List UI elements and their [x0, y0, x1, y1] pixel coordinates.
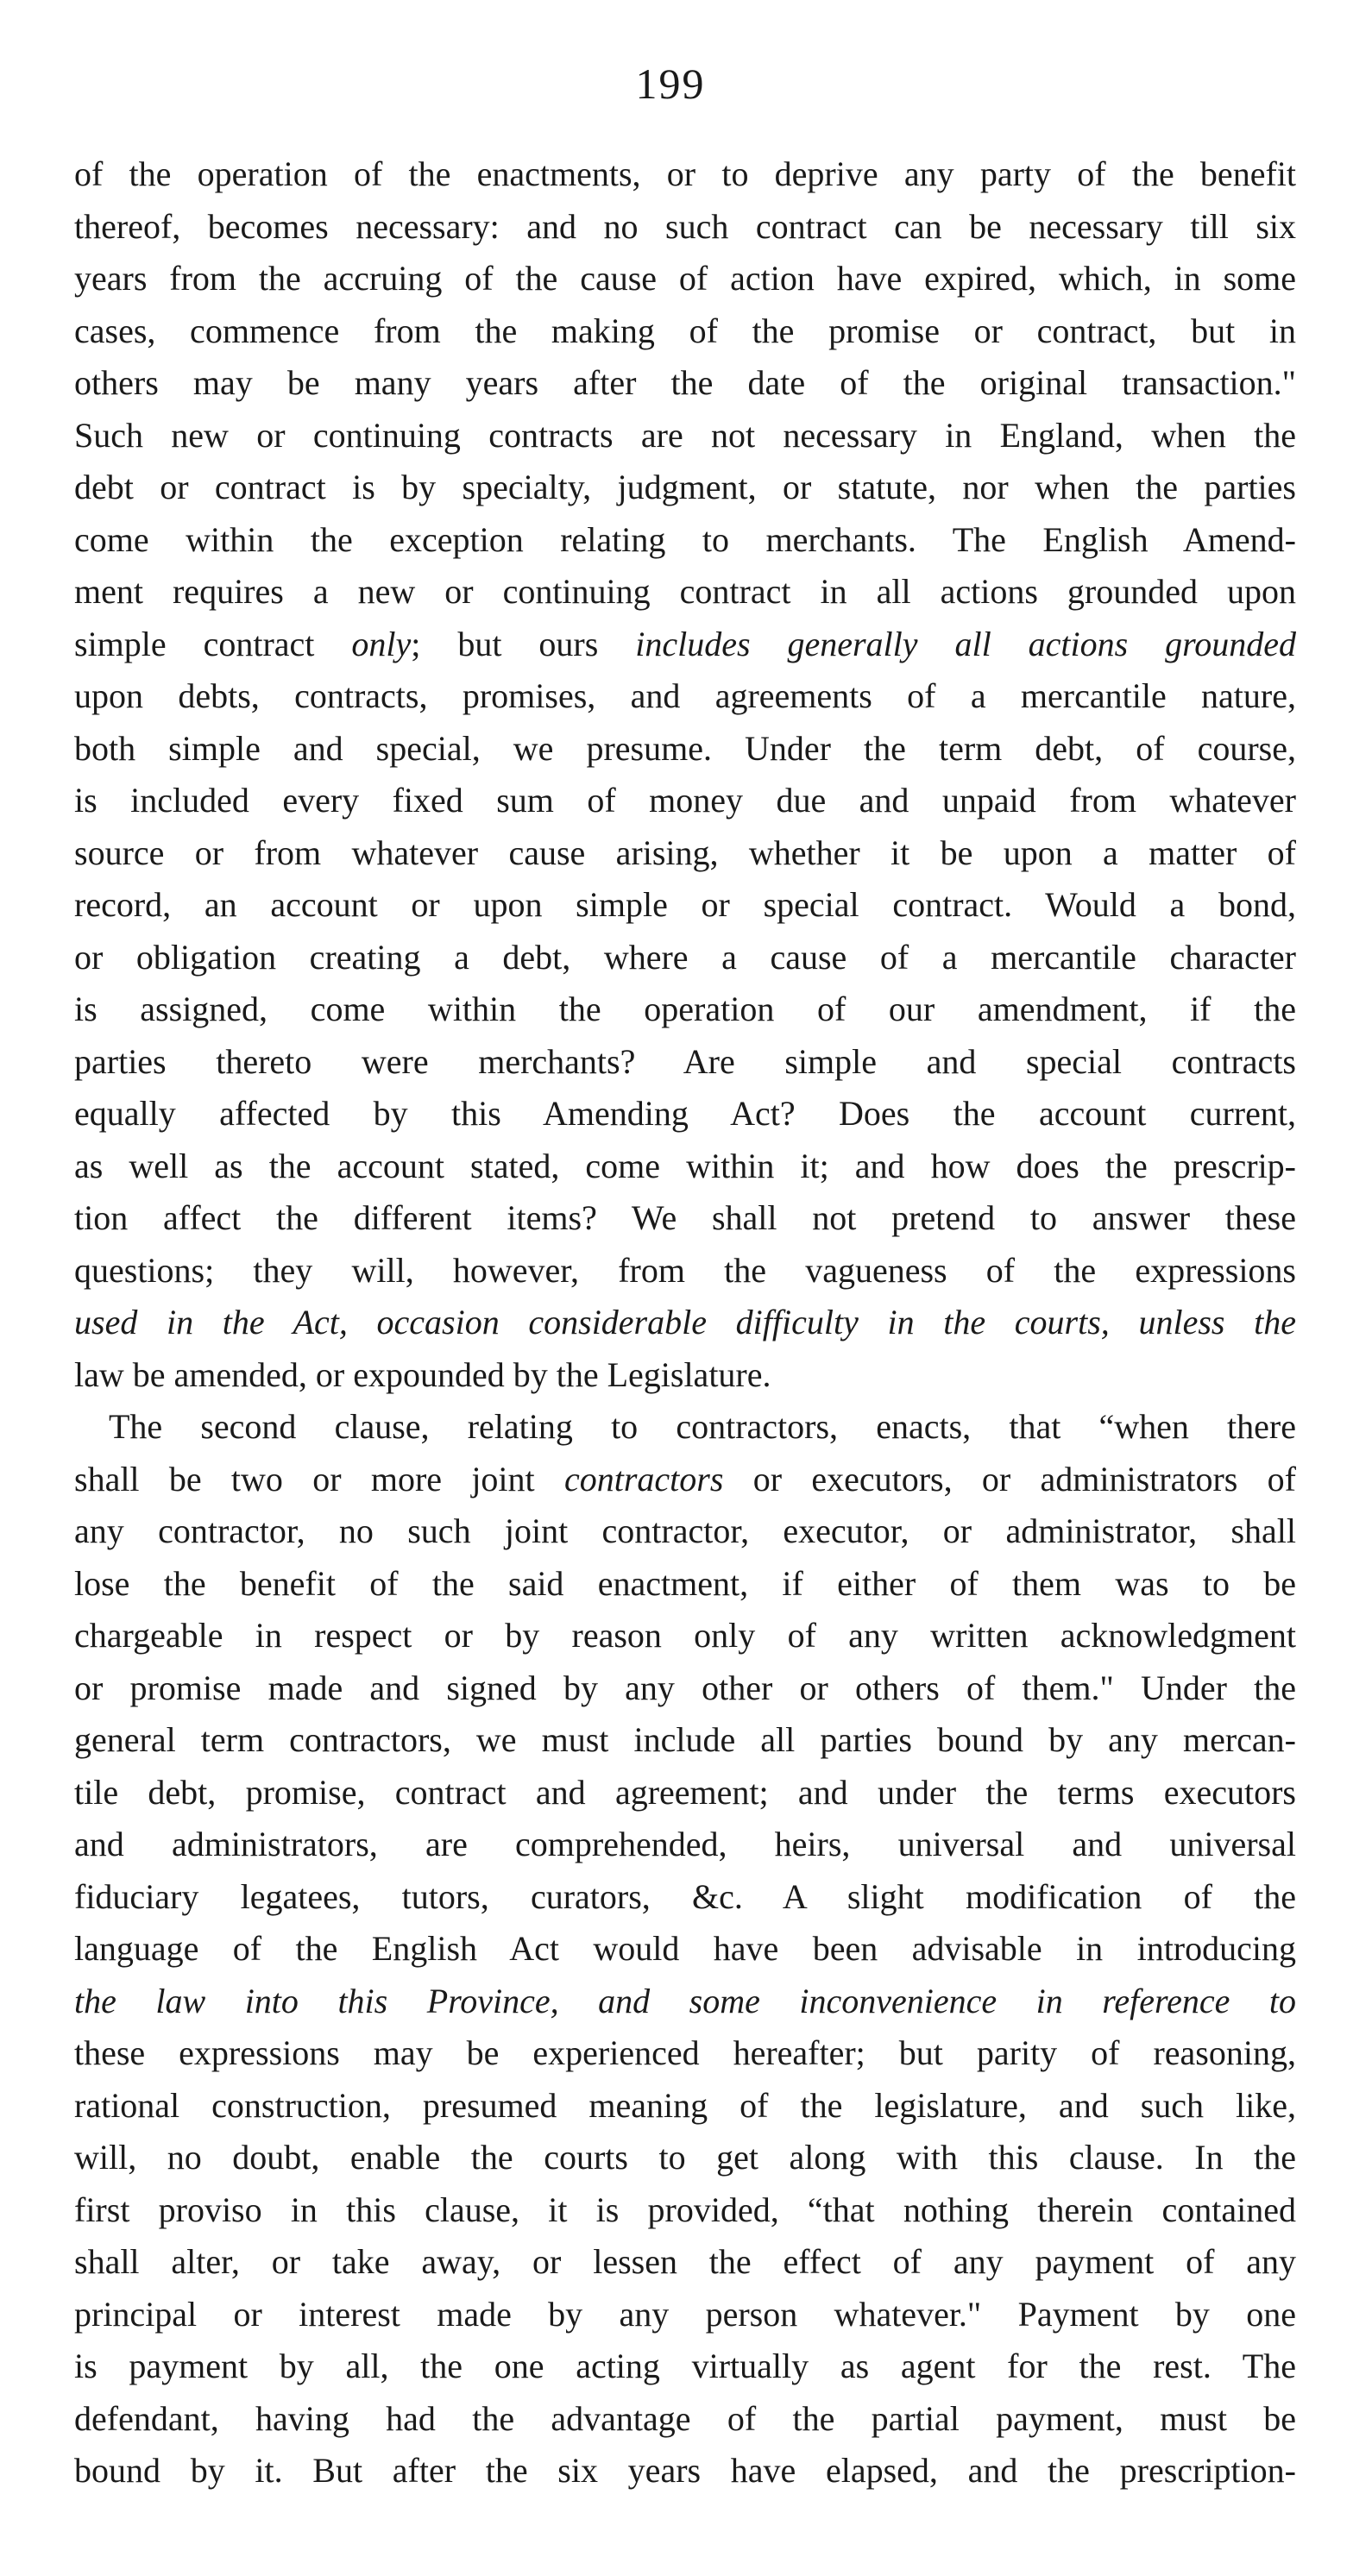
- text-line: [74, 357, 1296, 410]
- text-line: [74, 1140, 1296, 1193]
- text-segment: these expressions may be experienced hereafter; but parity of reasoning,: [74, 2033, 1296, 2072]
- italic-text-segment: the law into this Province, and some inconvenience in reference to: [74, 1981, 1296, 2020]
- text-segment: general term contractors, we must include all parties bound by any mercan-: [74, 1720, 1296, 1759]
- text-line: [74, 619, 1296, 671]
- text-line: [74, 983, 1296, 1036]
- text-line: [74, 2289, 1296, 2341]
- text-segment: and administrators, are comprehended, heirs, universal and universal: [74, 1825, 1296, 1863]
- italic-text-segment: used in the Act, occasion considerable difficulty in the courts, unless the: [74, 1303, 1296, 1341]
- text-segment: shall alter, or take away, or lessen the effect of any payment of any: [74, 2242, 1296, 2281]
- text-segment: ; but ours: [411, 624, 636, 663]
- text-segment: language of the English Act would have been advisable in introducing: [74, 1929, 1296, 1968]
- text-segment: source or from whatever cause arising, whether it be upon a matter of: [74, 832, 1296, 872]
- text-line: [74, 1192, 1296, 1245]
- text-segment: of the operation of the enactments, or to deprive any party of the benefit: [74, 154, 1296, 193]
- text-line: [74, 775, 1296, 827]
- text-segment: bound by it. But after the six years have elapsed, and the prescription-: [74, 2451, 1296, 2490]
- text-segment: any contractor, no such joint contractor, executor, or administrator, shall: [74, 1511, 1296, 1550]
- text-segment: others may be many years after the date of the original transaction.": [74, 363, 1296, 402]
- text-line: [74, 2080, 1296, 2133]
- text-line: [74, 148, 1296, 201]
- text-segment: shall be two or more joint: [74, 1459, 564, 1498]
- text-segment: thereof, becomes necessary: and no such contract can be necessary till six: [74, 206, 1296, 246]
- text-segment: or executors, or administrators of: [723, 1459, 1296, 1498]
- text-segment: equally affected by this Amending Act? Does the account current,: [74, 1094, 1296, 1133]
- text-line: [74, 1610, 1296, 1662]
- text-segment: parties thereto were merchants? Are simple and special contracts: [74, 1041, 1296, 1081]
- text-line: [74, 305, 1296, 358]
- text-segment: is payment by all, the one acting virtually as agent for the rest. The: [74, 2347, 1296, 2385]
- text-line: [74, 1662, 1296, 1715]
- text-segment: rational construction, presumed meaning of the legislature, and such like,: [74, 2085, 1296, 2125]
- text-segment: ment requires a new or continuing contract in all actions grounded upon: [74, 572, 1296, 611]
- text-segment: tion affect the different items? We shall not pretend to answer these: [74, 1198, 1296, 1237]
- text-line: [74, 1401, 1296, 1454]
- text-line: [74, 1767, 1296, 1819]
- text-segment: come within the exception relating to merchants. The English Amend-: [74, 519, 1296, 559]
- text-line: [74, 2340, 1296, 2393]
- text-line: [74, 1036, 1296, 1089]
- text-segment: The second clause, relating to contractors, enacts, that “when there: [109, 1407, 1296, 1446]
- text-line: [74, 1454, 1296, 1506]
- text-segment: upon debts, contracts, promises, and agreements of a mercantile nature,: [74, 676, 1296, 715]
- text-line: [74, 1871, 1296, 1924]
- text-segment: first proviso in this clause, it is provided, “that nothing therein contained: [74, 2190, 1296, 2229]
- text-segment: as well as the account stated, come within it; and how does the prescrip-: [74, 1146, 1296, 1185]
- text-segment: debt or contract is by specialty, judgment, or statute, nor when the parties: [74, 468, 1296, 506]
- text-line: [74, 2132, 1296, 2184]
- text-segment: fiduciary legatees, tutors, curators, &c. A slight modification of the: [74, 1876, 1296, 1916]
- text-line: [74, 827, 1296, 880]
- italic-text-segment: contractors: [563, 1459, 724, 1498]
- text-line: [74, 1245, 1296, 1297]
- text-line: [74, 670, 1296, 723]
- italic-text-segment: includes generally all actions grounded: [635, 624, 1296, 663]
- text-segment: defendant, having had the advantage of the partial payment, must be: [74, 2398, 1296, 2438]
- text-segment: will, no doubt, enable the courts to get along with this clause. In the: [74, 2138, 1296, 2177]
- text-line: [74, 410, 1296, 462]
- page-number: 199: [635, 60, 706, 108]
- text-segment: is included every fixed sum of money due and unpaid from whatever: [74, 781, 1296, 820]
- text-segment: or obligation creating a debt, where a cause of a mercantile character: [74, 937, 1296, 977]
- text-line: [74, 1558, 1296, 1611]
- body-text: [74, 148, 1296, 2497]
- text-segment: principal or interest made by any person whatever." Payment by one: [74, 2294, 1296, 2334]
- text-line: [74, 462, 1296, 514]
- text-line: [74, 1088, 1296, 1140]
- text-line: [74, 1297, 1296, 1349]
- text-line: [74, 1819, 1296, 1871]
- text-line: [74, 2393, 1296, 2446]
- text-segment: tile debt, promise, contract and agreement; and under the terms executors: [74, 1772, 1296, 1812]
- text-line: [74, 1714, 1296, 1767]
- text-line: [74, 932, 1296, 984]
- text-line: [74, 2236, 1296, 2289]
- text-line: [74, 1923, 1296, 1976]
- text-segment: law be amended, or expounded by the Legislature.: [74, 1354, 771, 1394]
- text-line: [74, 566, 1296, 619]
- text-segment: Such new or continuing contracts are not necessary in England, when the: [74, 415, 1296, 455]
- text-segment: questions; they will, however, from the vagueness of the expressions: [74, 1250, 1296, 1290]
- text-segment: years from the accruing of the cause of action have expired, which, in some: [74, 259, 1296, 298]
- text-segment: cases, commence from the making of the promise or contract, but in: [74, 311, 1296, 350]
- text-segment: lose the benefit of the said enactment, if either of them was to be: [74, 1563, 1296, 1603]
- text-line: [74, 2027, 1296, 2080]
- text-line: [74, 2445, 1296, 2497]
- italic-text-segment: only: [351, 624, 412, 663]
- text-line: [74, 1505, 1296, 1558]
- text-line: [74, 1349, 1296, 1402]
- text-segment: record, an account or upon simple or special contract. Would a bond,: [74, 885, 1296, 924]
- text-line: [74, 879, 1296, 932]
- text-line: [74, 514, 1296, 567]
- text-segment: or promise made and signed by any other or others of them." Under the: [74, 1668, 1296, 1707]
- text-segment: chargeable in respect or by reason only of any written acknowledgment: [74, 1616, 1296, 1655]
- text-segment: is assigned, come within the operation of our amendment, if the: [74, 990, 1296, 1028]
- text-line: [74, 1976, 1296, 2028]
- text-line: [74, 723, 1296, 776]
- text-line: [74, 2184, 1296, 2237]
- text-segment: simple contract: [74, 624, 352, 663]
- text-line: [74, 253, 1296, 305]
- text-line: [74, 201, 1296, 254]
- text-segment: both simple and special, we presume. Under the term debt, of course,: [74, 728, 1296, 768]
